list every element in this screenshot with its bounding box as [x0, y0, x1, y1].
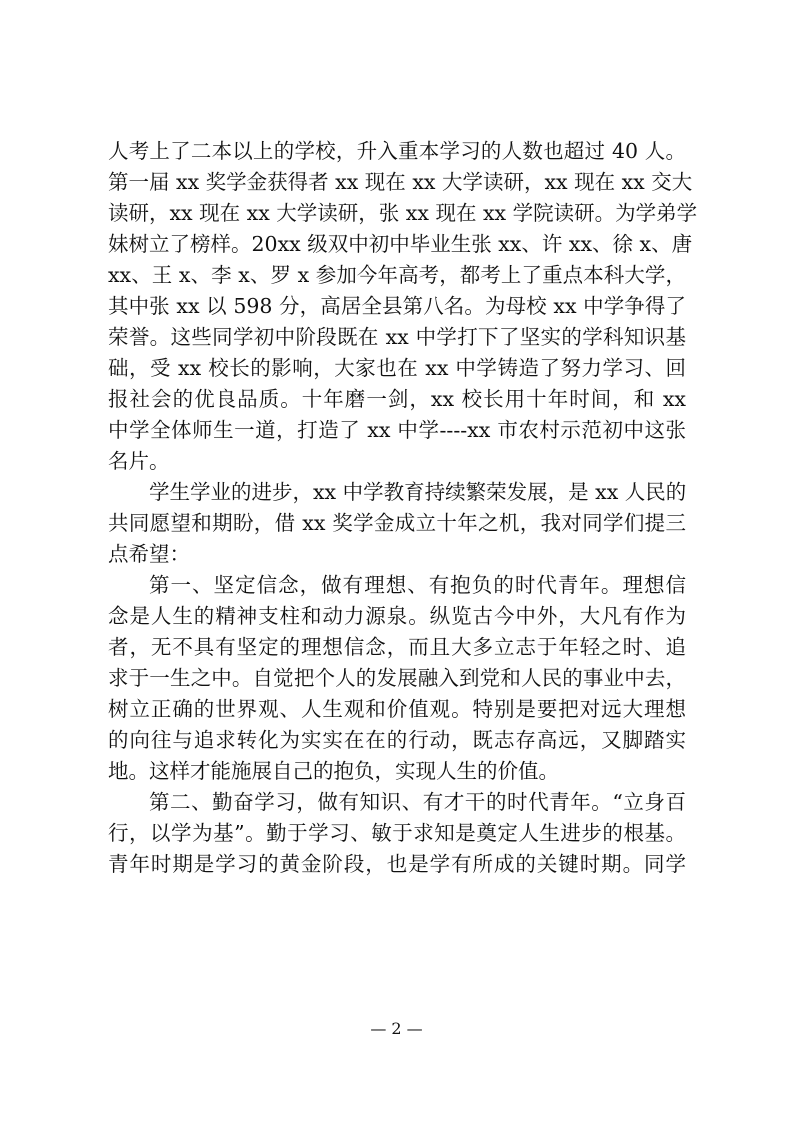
text-line: 中学全体师生一道，打造了 xx 中学----xx 市农村示范初中这张	[108, 418, 686, 442]
text-line: 第一届 xx 奖学金获得者 xx 现在 xx 大学读研，xx 现在 xx 交大	[108, 170, 693, 194]
text-line: 第一、坚定信念，做有理想、有抱负的时代青年。理想信	[149, 573, 686, 597]
text-line: 点希望：	[108, 542, 190, 566]
text-line: 共同愿望和期盼，借 xx 奖学金成立十年之机，我对同学们提三	[108, 511, 686, 535]
text-line: 的向往与追求转化为实实在在的行动，既志存高远，又脚踏实	[108, 728, 686, 752]
text-line: 者，无不具有坚定的理想信念，而且大多立志于年轻之时、追	[108, 635, 686, 659]
text-line: xx、王 x、李 x、罗 x 参加今年高考，都考上了重点本科大学，	[108, 263, 686, 287]
text-line: 第二、勤奋学习，做有知识、有才干的时代青年。“立身百	[149, 790, 686, 814]
text-line: 人考上了二本以上的学校，升入重本学习的人数也超过 40 人。	[108, 139, 686, 163]
text-line: 念是人生的精神支柱和动力源泉。纵览古今中外，大凡有作为	[108, 604, 686, 628]
text-line: 青年时期是学习的黄金阶段，也是学有所成的关键时期。同学	[108, 852, 686, 876]
text-line: 求于一生之中。自觉把个人的发展融入到党和人民的事业中去，	[108, 666, 686, 690]
text-line: 妹树立了榜样。20xx 级双中初中毕业生张 xx、许 xx、徐 x、唐	[108, 232, 693, 256]
text-line: 其中张 xx 以 598 分，高居全县第八名。为母校 xx 中学争得了	[108, 294, 686, 318]
text-line: 地。这样才能施展自己的抱负，实现人生的价值。	[108, 759, 559, 783]
text-line: 础，受 xx 校长的影响，大家也在 xx 中学铸造了努力学习、回	[108, 356, 686, 380]
page-number: — 2 —	[370, 1019, 423, 1038]
text-line: 读研，xx 现在 xx 大学读研，张 xx 现在 xx 学院读研。为学弟学	[108, 201, 698, 225]
text-line: 学生学业的进步，xx 中学教育持续繁荣发展，是 xx 人民的	[149, 480, 687, 504]
text-line: 行，以学为基”。勤于学习、敏于求知是奠定人生进步的根基。	[108, 821, 686, 845]
text-line: 荣誉。这些同学初中阶段既在 xx 中学打下了坚实的学科知识基	[108, 325, 686, 349]
text-line: 报社会的优良品质。十年磨一剑，xx 校长用十年时间，和 xx	[108, 387, 686, 411]
text-line: 名片。	[108, 449, 170, 473]
text-line: 树立正确的世界观、人生观和价值观。特别是要把对远大理想	[108, 697, 686, 721]
